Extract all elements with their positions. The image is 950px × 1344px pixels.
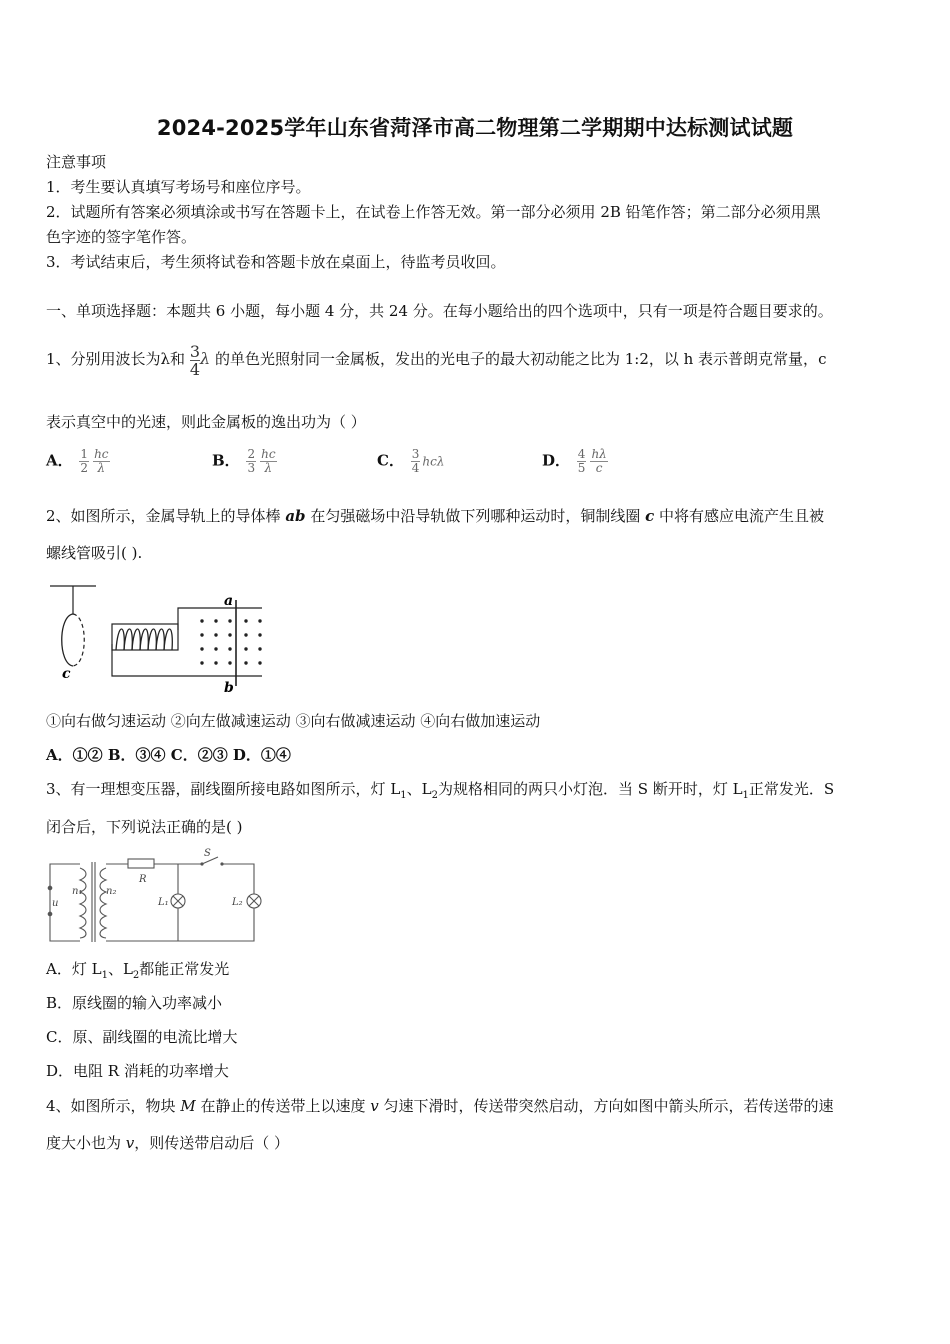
- q3-line-2: 闭合后，下列说法正确的是( ): [46, 818, 243, 836]
- q1-a-num-r: hc: [94, 447, 109, 461]
- q2-label-c: c: [62, 666, 71, 682]
- q3-resistor-R: [128, 859, 154, 868]
- q4-text-c: 匀速下滑时，传送带突然启动，方向如图中箭头所示，若传送带的速: [378, 1097, 834, 1115]
- q3-switch-contact-a: [200, 862, 203, 865]
- q1-text-b: 的单色光照射同一金属板，发出的光电子的最大初动能之比为 1:2，以 h 表示普朗克常量，c: [214, 350, 827, 368]
- q3-label-S: S: [204, 848, 211, 859]
- q1-option-b-frac-left: [246, 448, 256, 475]
- q2-solenoid-body: [112, 624, 178, 650]
- q2-text-c: 中将有感应电流产生且被: [654, 507, 825, 525]
- q2-coil-ring-back: [73, 614, 84, 666]
- q2-options[interactable]: A．①② B．③④ C．②③ D．①④: [46, 746, 291, 764]
- q3-sub-1a: 1: [400, 790, 407, 801]
- q2-wire-top: [178, 608, 262, 630]
- q2-coil-ring-front: [62, 614, 73, 666]
- q3-label-n1: n₁: [72, 886, 83, 897]
- q1-option-d-frac-left: [577, 448, 587, 475]
- question-2-text: [46, 506, 824, 526]
- q2-c: c: [645, 507, 655, 525]
- q3-wire-right: [222, 864, 254, 894]
- q2-line-2: 螺线管吸引( ).: [46, 544, 143, 562]
- q3-text-a: 3、有一理想变压器，副线圈所接电路如图所示，灯 L: [46, 780, 401, 798]
- q1-option-a-frac-left: [79, 448, 89, 475]
- notice-item-2-cont: 色字迹的签字笔作答。: [46, 228, 197, 246]
- q1-text-a: 1、分别用波长为λ和: [46, 350, 186, 368]
- q1-a-den-r: λ: [97, 461, 106, 475]
- q1-b-den-l: 3: [247, 461, 256, 475]
- q3-switch-contact-b: [220, 862, 223, 865]
- q1-option-a[interactable]: [46, 448, 112, 475]
- q3-sub-2a: 2: [431, 790, 438, 801]
- q3-label-L2: L₂: [232, 897, 243, 908]
- q1-c-den-l: 4: [411, 461, 420, 475]
- q1-line-2: 表示真空中的光速，则此金属板的逸出功为（ ）: [46, 413, 366, 431]
- q3-option-d[interactable]: D．电阻 R 消耗的功率增大: [46, 1062, 229, 1080]
- page-title: 2024-2025学年山东省菏泽市高二物理第二学期期中达标测试试题: [156, 116, 794, 140]
- notice-item-3: 3．考试结束后，考生须将试卷和答题卡放在桌面上，待监考员收回。: [46, 253, 506, 271]
- q2-figure: [44, 582, 274, 694]
- q1-frac-den: 4: [189, 359, 201, 379]
- q1-option-a-frac-right: [93, 448, 109, 475]
- q2-motions: ①向右做匀速运动 ②向左做减速运动 ③向右做减速运动 ④向右做加速运动: [46, 712, 541, 730]
- q1-a-den-l: 2: [80, 461, 89, 475]
- q4-v2: v: [125, 1134, 135, 1152]
- q1-a-num-l: 1: [80, 447, 89, 461]
- q1-frac-sym: λ: [200, 349, 211, 368]
- question-1-text: [46, 330, 826, 388]
- q1-b-num-l: 2: [247, 447, 256, 461]
- notice-heading: 注意事项: [46, 153, 107, 171]
- q2-text-a: 2、如图所示，金属导轨上的导体棒: [46, 507, 286, 525]
- q4-line2-a: 度大小也为: [46, 1134, 126, 1152]
- q3-option-a-text-c: 都能正常发光: [139, 960, 230, 978]
- q1-option-d[interactable]: [542, 448, 610, 475]
- question-3-text: [46, 779, 834, 806]
- q3-option-a-text-b: 、L: [107, 960, 133, 978]
- q1-d-den-r: c: [595, 461, 603, 475]
- q3-primary-coil: [80, 868, 86, 938]
- q2-solenoid-windings: [116, 629, 172, 650]
- q3-option-c[interactable]: C．原、副线圈的电流比增大: [46, 1028, 238, 1046]
- q3-terminal-top: [48, 886, 52, 890]
- q1-option-b[interactable]: [212, 448, 279, 475]
- q4-v1: v: [370, 1097, 379, 1115]
- q1-b-num-r: hc: [261, 447, 276, 461]
- q4-M: M: [180, 1097, 196, 1115]
- q3-option-b[interactable]: B．原线圈的输入功率减小: [46, 994, 223, 1012]
- q2-magnetic-field-dots: [200, 619, 261, 664]
- q1-frac-num: 3: [189, 341, 201, 361]
- q3-label-L1: L₁: [158, 897, 169, 908]
- q4-text-a: 4、如图所示，物块: [46, 1097, 181, 1115]
- q3-secondary-coil: [100, 868, 106, 938]
- q3-figure: [44, 846, 274, 946]
- q4-text-b: 在静止的传送带上以速度: [195, 1097, 371, 1115]
- q1-option-c-label: C．: [377, 451, 404, 470]
- q3-sub-1b: 1: [742, 790, 749, 801]
- q1-d-den-l: 5: [577, 461, 586, 475]
- q2-label-a: a: [224, 593, 234, 609]
- q3-text-c: 为规格相同的两只小灯泡．当 S 断开时，灯 L: [438, 780, 743, 798]
- q1-d-num-l: 4: [577, 447, 586, 461]
- q3-wire-bottom: [106, 908, 254, 941]
- q1-option-c[interactable]: [377, 448, 444, 475]
- q3-terminal-bottom: [48, 912, 52, 916]
- question-4-text: [46, 1096, 833, 1116]
- q1-d-num-r: hλ: [591, 447, 607, 461]
- q1-option-d-frac-right: [590, 448, 607, 475]
- notice-item-1: 1．考生要认真填写考场号和座位序号。: [46, 178, 311, 196]
- q1-option-b-frac-right: [260, 448, 276, 475]
- q2-wire-bottom: [112, 644, 262, 676]
- q3-text-b: 、L: [406, 780, 432, 798]
- q2-ab: ab: [285, 507, 306, 525]
- q1-fraction: [190, 343, 200, 378]
- q2-text-b: 在匀强磁场中沿导轨做下列哪种运动时，铜制线圈: [305, 507, 646, 525]
- q3-label-u: u: [52, 898, 59, 909]
- q1-option-b-label: B．: [212, 451, 240, 470]
- q1-option-d-label: D．: [542, 451, 571, 470]
- q3-option-a-text-a: A．灯 L: [46, 960, 102, 978]
- q4-line-2: [46, 1133, 289, 1153]
- q1-option-a-label: A．: [46, 451, 73, 470]
- q2-label-b: b: [224, 680, 234, 694]
- notice-item-2: 2．试题所有答案必须填涂或书写在答题卡上，在试卷上作答无效。第一部分必须用 2B 铅笔作答；第二部分必须用黑: [46, 203, 821, 221]
- section-heading: 一、单项选择题：本题共 6 小题，每小题 4 分，共 24 分。在每小题给出的四个选项中，只有一项是符合题目要求的。: [46, 302, 833, 320]
- q1-b-den-r: λ: [264, 461, 273, 475]
- q1-option-c-frac-left: [411, 448, 421, 475]
- q1-c-num-l: 3: [411, 447, 420, 461]
- q3-option-a[interactable]: [46, 959, 229, 986]
- q3-label-n2: n₂: [106, 886, 117, 897]
- q1-c-num-r: hcλ: [422, 454, 445, 469]
- q3-option-a-sub2: 2: [132, 970, 140, 981]
- q4-line2-b: ，则传送带启动后（ ）: [134, 1134, 290, 1152]
- q3-label-R: R: [139, 874, 147, 885]
- q3-option-a-sub1: 1: [101, 970, 108, 981]
- q3-text-d: 正常发光．S: [748, 780, 835, 798]
